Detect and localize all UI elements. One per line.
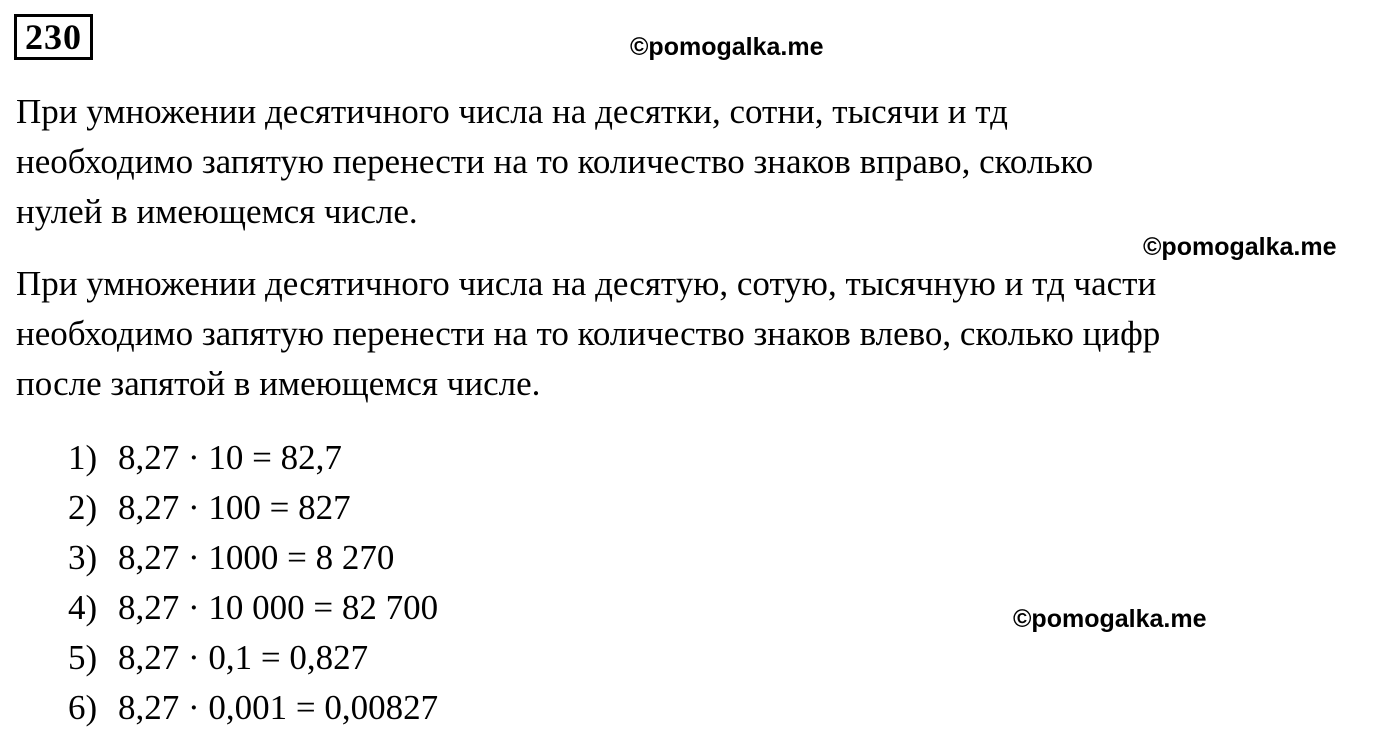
solution-expression: 8,27 · 1000 = 8 270 — [118, 538, 395, 577]
watermark-bottom: ©pomogalka.me — [1013, 605, 1207, 633]
solution-item — [68, 433, 438, 483]
solution-number: 1) — [68, 438, 98, 477]
rule-fraction-paragraph — [16, 259, 1386, 409]
solution-expression: 8,27 · 10 = 82,7 — [118, 438, 342, 477]
rule-multiply-line: При умножении десятичного числа на десятки, сотни, тысячи и тд — [16, 92, 1008, 131]
solution-item — [68, 683, 438, 733]
solution-number: 6) — [68, 688, 98, 727]
solution-item — [68, 533, 438, 583]
rule-multiply-line: необходимо запятую перенести на то количество знаков вправо, сколько — [16, 142, 1094, 181]
solution-number: 5) — [68, 638, 98, 677]
solution-item — [68, 483, 438, 533]
task-number: 230 — [14, 14, 93, 60]
solution-expression: 8,27 · 0,1 = 0,827 — [118, 638, 369, 677]
rule-fraction-line: При умножении десятичного числа на десятую, сотую, тысячную и тд части — [16, 264, 1157, 303]
watermark-middle: ©pomogalka.me — [1143, 233, 1337, 261]
solution-item — [68, 633, 438, 683]
solution-expression: 8,27 · 100 = 827 — [118, 488, 351, 527]
solution-number: 2) — [68, 488, 98, 527]
solution-expression: 8,27 · 10 000 = 82 700 — [118, 588, 439, 627]
watermark-top: ©pomogalka.me — [630, 33, 824, 61]
rule-fraction-line: после запятой в имеющемся числе. — [16, 364, 541, 403]
rule-multiply-line: нулей в имеющемся числе. — [16, 192, 418, 231]
rule-multiply-paragraph — [16, 87, 1386, 237]
rule-fraction-line: необходимо запятую перенести на то количество знаков влево, сколько цифр — [16, 314, 1161, 353]
solution-number: 4) — [68, 588, 98, 627]
solution-number: 3) — [68, 538, 98, 577]
solution-item — [68, 583, 438, 633]
solution-list — [68, 433, 438, 733]
solution-expression: 8,27 · 0,001 = 0,00827 — [118, 688, 439, 727]
